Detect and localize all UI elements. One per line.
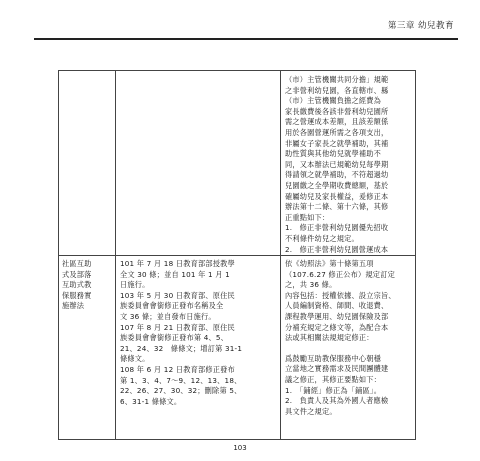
regulation-name: 社區互助 式及部落 互助式教 保服務實 施辦法 xyxy=(62,259,92,311)
history-entry: 101 年 7 月 18 日教育部部授教學 全文 30 條；並自 101 年 1 月 1 日施行。 xyxy=(120,259,235,290)
table-cell-regulation-name xyxy=(62,259,114,339)
regulation-table xyxy=(58,70,416,440)
page-header xyxy=(34,8,458,40)
cell-paragraph: 2. 修正非營利幼兒園營運成本 xyxy=(285,244,389,253)
history-entry: 107 年 8 月 21 日教育部、原住民 族委員會會銜修正發布第 4、5、 21、24、32 條條文；增訂第 31-1 條條文。 xyxy=(120,322,243,364)
history-entry: 103 年 5 月 30 日教育部、原住民 族委員會會銜修正發布名稱及全 文 36 條；並自發布日施行。 xyxy=(120,290,235,321)
description-paragraph: 2. 負責人及其為外國人者應檢 具文件之規定。 xyxy=(285,396,389,416)
table-cell-history xyxy=(120,259,278,437)
row-divider xyxy=(59,255,415,256)
cell-paragraph: （市）主管機關共同分擔」規範 之非營利幼兒園，各直轄市、縣 （市）主管機關負擔之經費為 家長繳費後各該非營利幼兒園所 需之營運成本差額，且該差額係 用於各園營運所需之各項支出， 非屬女子家長之就學補助，其補 助性質與其他幼兒就學補助不 同，又本辦法已規範幼兒每學期 得請領之就學補助，不符超過幼 兒園繳之全學期收費總額，基於 確屬幼兒及家長權益，爰修正本 辦法第十二條、第十六條，其修 正重點如下： xyxy=(285,75,389,222)
history-entry: 108 年 6 月 12 日教育部修正發布 第 1、3、4、7～9、12、13、18、 22、26、27、30、32；刪除第 5、 6、31-1 條條文。 xyxy=(120,364,242,406)
page-number: 103 xyxy=(233,444,247,452)
description-paragraph: 依《幼照法》第十條第五項 （107.6.27 修正公布）規定訂定 之，共 36 條。 內容包括：授權依據、設立宗旨、 人員編制資格、師間、收退費、 課程教學運用、幼兒園保險及部 分補充規定之條文等，為配合本 法或其相關法規規定修正： xyxy=(285,259,396,343)
description-paragraph: 爲鼓勵互助教保服務中心朝穩 立當地之實務需求及民間團體建 議之修正，其修正要點如下： xyxy=(285,353,389,384)
table-cell-amendment-notes xyxy=(285,75,415,253)
cell-paragraph: 1. 修正非營利幼兒園優先招收 不利條件幼兒之規定。 xyxy=(285,223,389,243)
chapter-title: 第三章 幼兒教育 xyxy=(387,21,454,31)
description-paragraph: 1. 「鋪經」修正為「鋪區」。 xyxy=(285,385,382,395)
table-cell-description xyxy=(285,259,415,437)
